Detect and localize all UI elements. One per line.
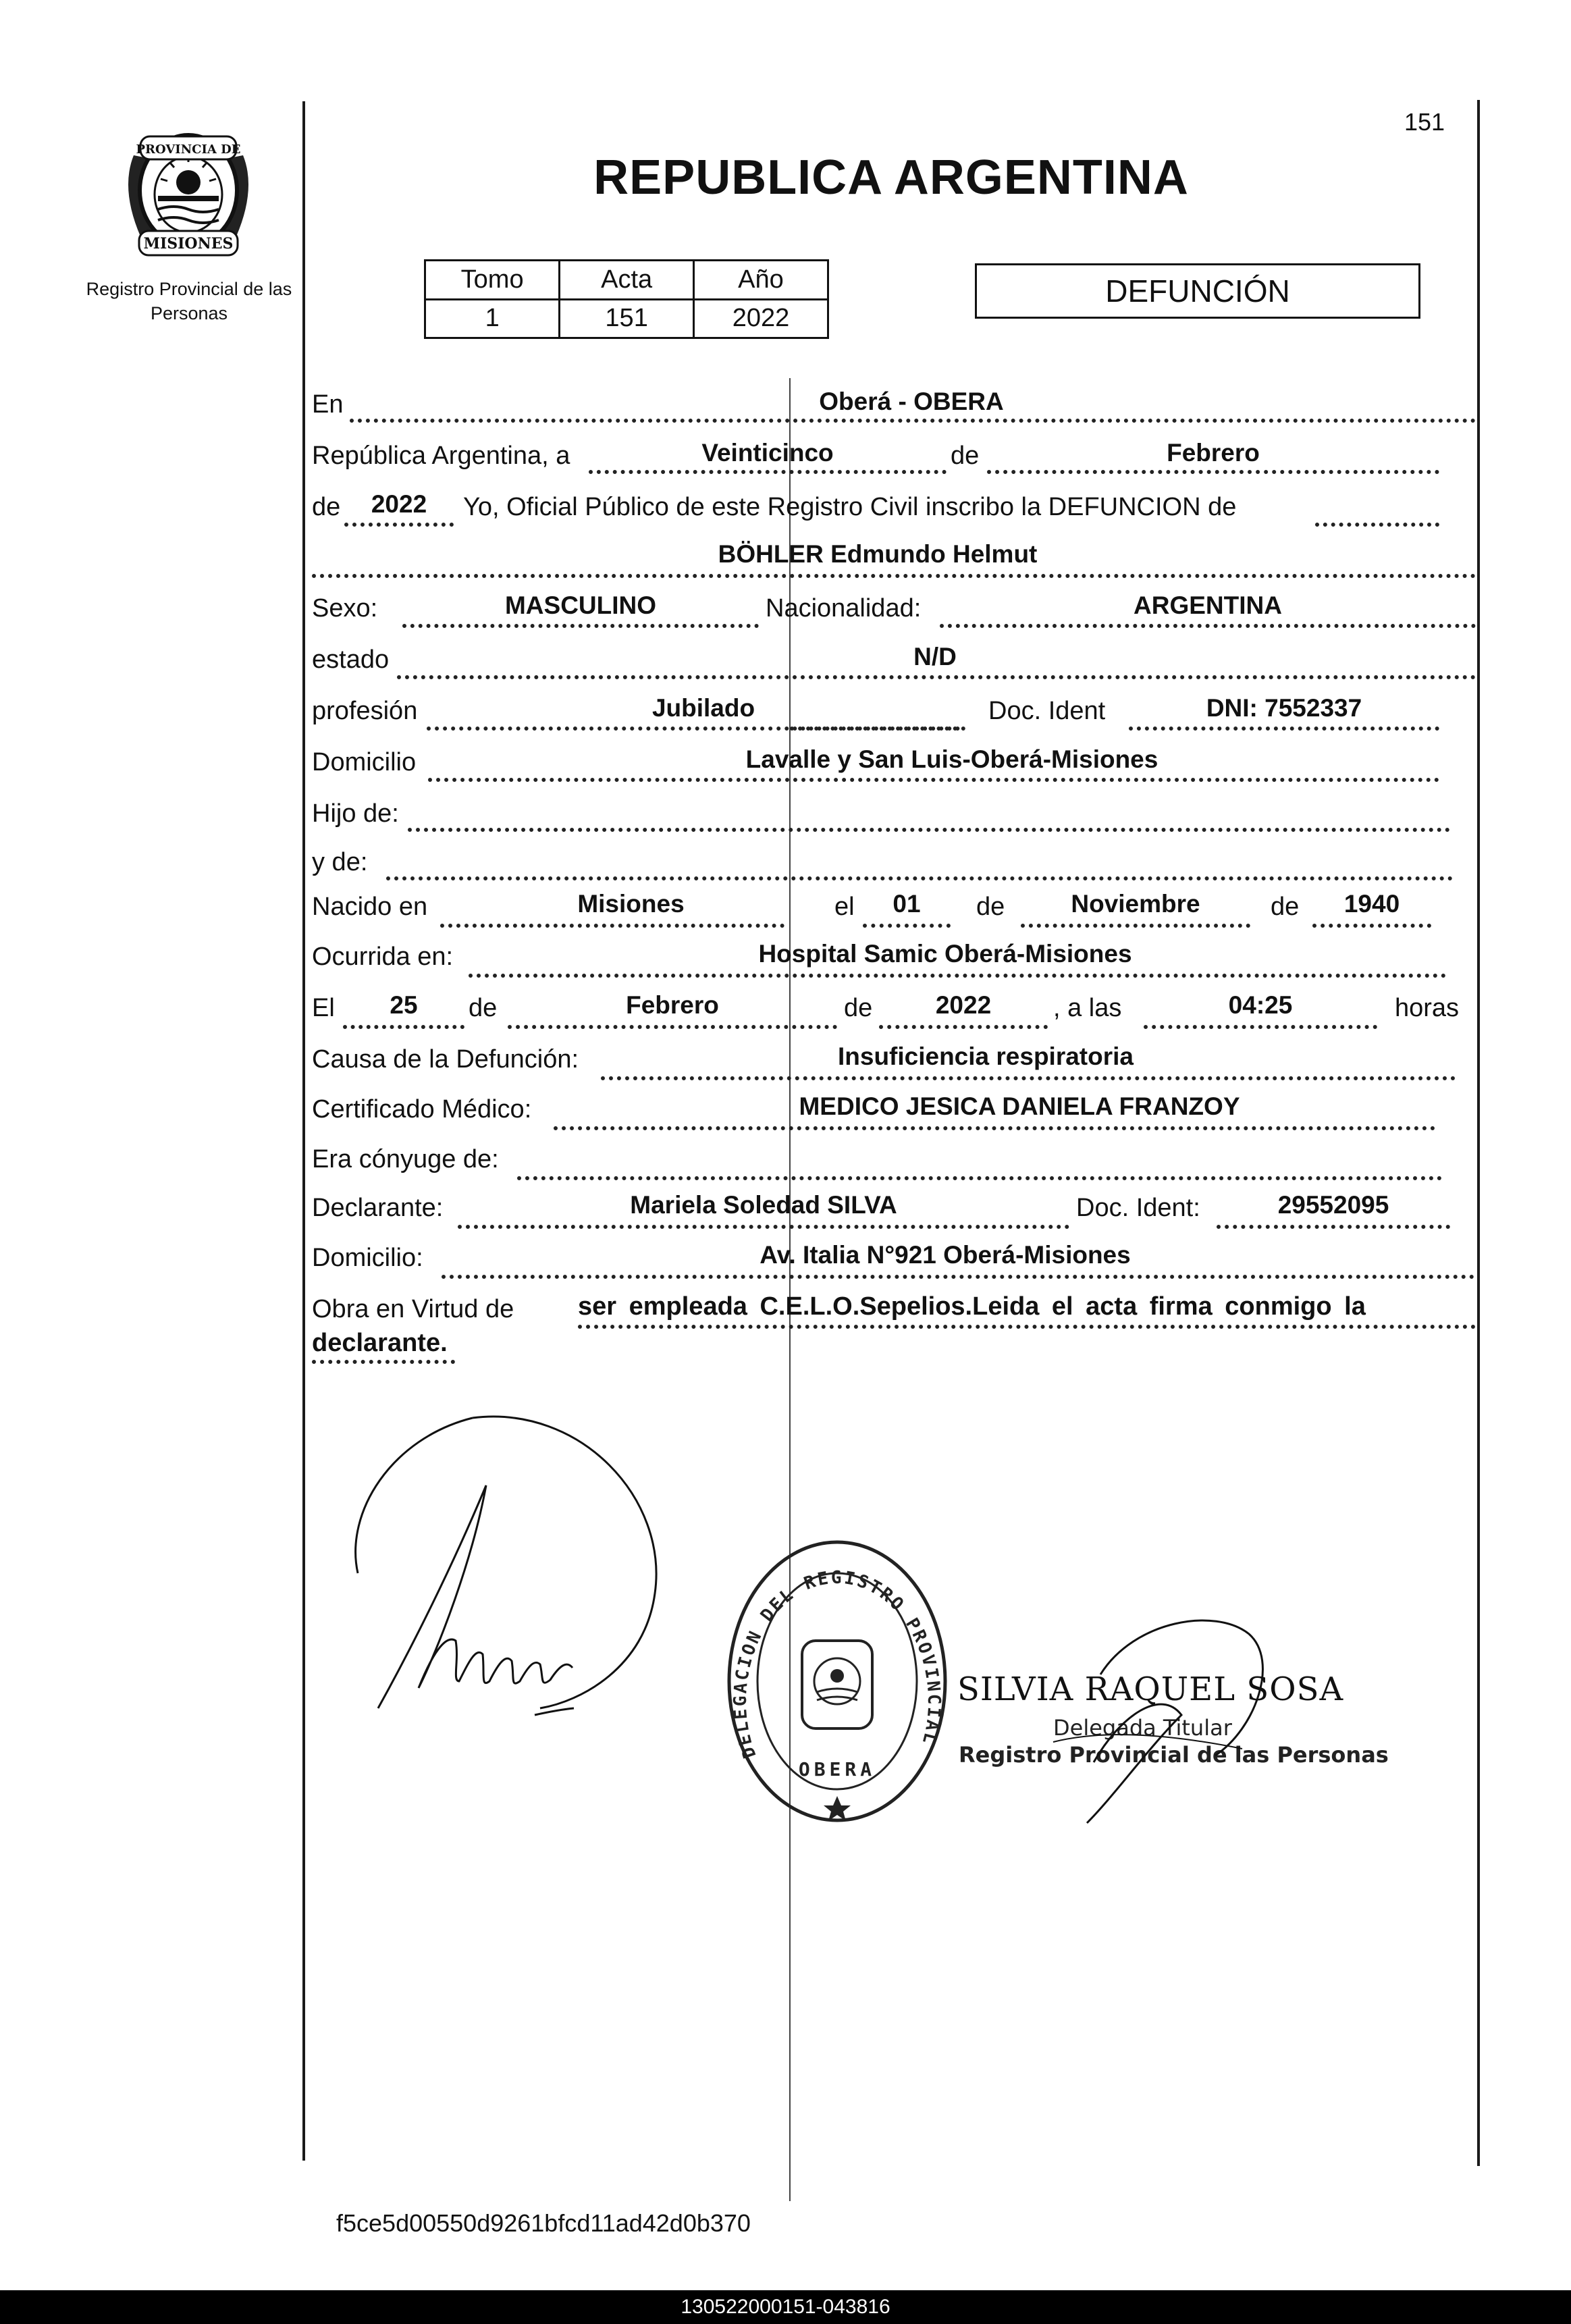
de-label: de [844,994,873,1022]
profesion-value: Jubilado [651,694,755,722]
nacionalidad-value: ARGENTINA [1134,591,1282,619]
y-de-label: y de: [312,848,368,876]
sexo-value: MASCULINO [504,591,657,619]
official-stamp [716,1519,959,1833]
nacionalidad-label: Nacionalidad: [766,594,922,623]
domicilio-label: Domicilio [312,748,417,776]
dotted-line [589,470,947,474]
officer-signature [1013,1593,1296,1840]
dotted-line [312,574,1476,578]
svg-text:OBERA: OBERA [798,1758,876,1780]
tomo-header: Tomo [425,261,560,300]
document-type-box: DEFUNCIÓN [975,263,1420,319]
obra-label: Obra en Virtud de [312,1295,514,1323]
certificado-value: MEDICO JESICA DANIELA FRANZOY [799,1092,1240,1120]
document-hash: f5ce5d00550d9261bfcd11ad42d0b370 [336,2209,751,2237]
dotted-line [440,924,784,928]
obra-text: ser empleada C.E.L.O.Sepelios.Leida el acta firma conmigo la [578,1292,1366,1321]
causa-value: Insuficiencia respiratoria [837,1042,1134,1070]
causa-label: Causa de la Defunción: [312,1045,579,1074]
tomo-acta-ano-table [424,259,829,339]
right-margin-line [1477,100,1480,2166]
de-label: de [469,994,498,1022]
ano-value: 2022 [693,299,828,338]
dotted-line [790,727,965,731]
a-las-label: , a las [1053,994,1122,1022]
declarante-domicilio-value: Av. Italia N°921 Oberá-Misiones [760,1241,1131,1269]
de-label: de [1271,893,1300,921]
el-label: el [834,893,855,921]
province-crest-logo [113,115,263,265]
dotted-line [508,1025,837,1029]
ocurrida-value: Hospital Samic Oberá-Misiones [758,940,1132,968]
nac-dia-value: 01 [893,890,921,918]
officer-org: Registro Provincial de las Personas [959,1742,1389,1768]
estado-value: N/D [913,643,957,670]
def-dia-value: 25 [390,991,418,1019]
estado-label: estado [312,645,390,674]
dotted-line [458,1225,1069,1229]
dotted-line [1129,727,1439,731]
dotted-line [428,778,1439,782]
dotted-line [1217,1225,1450,1229]
hijo-label: Hijo de: [312,799,399,828]
dotted-line [863,924,951,928]
dotted-line [344,523,454,527]
dotted-line [469,974,1446,978]
mes-texto-value: Febrero [1167,439,1260,467]
anio-value: 2022 [371,490,427,518]
dotted-line [554,1126,1435,1130]
dotted-line [442,1275,1474,1279]
de-label: de [312,493,341,521]
sexo-label: Sexo: [312,594,378,623]
domicilio-value: Lavalle y San Luis-Oberá-Misiones [745,745,1159,773]
dotted-line [940,624,1476,628]
certificado-label: Certificado Médico: [312,1095,532,1124]
doc2-label: Doc. Ident: [1076,1194,1200,1222]
lugar-value: Oberá - OBERA [819,388,1004,415]
republica-label: República Argentina, a [312,442,570,470]
declarante-label: Declarante: [312,1194,444,1222]
nacido-label: Nacido en [312,893,428,921]
dotted-line [1021,924,1250,928]
de-label: de [976,893,1005,921]
page-number: 151 [1404,108,1445,136]
dotted-line [1312,924,1431,928]
left-margin-line [302,101,305,2161]
declarante-signature [338,1391,675,1745]
nac-anio-value: 1940 [1343,890,1400,918]
acta-header: Acta [560,261,694,300]
nacido-en-value: Misiones [577,890,685,918]
tomo-value: 1 [425,299,560,338]
dotted-line [312,1360,455,1364]
dotted-line [601,1076,1456,1080]
dotted-line [343,1025,464,1029]
dotted-line [408,828,1450,832]
svg-text:DELEGACION DEL REGISTRO PROVIN: DELEGACION DEL REGISTRO PROVINCIAL [730,1567,944,1761]
page-title: REPUBLICA ARGENTINA [593,151,1189,205]
domicilio2-label: Domicilio: [312,1244,423,1272]
dotted-line [1315,523,1439,527]
horas-label: horas [1395,994,1460,1022]
dotted-line [386,876,1453,880]
dotted-line [578,1325,1476,1329]
declarante-value: Mariela Soledad SILVA [630,1191,897,1219]
dotted-line [879,1025,1048,1029]
profesion-label: profesión [312,697,418,725]
dotted-line [517,1176,1442,1180]
de-label: de [951,442,980,470]
dotted-line [1144,1025,1377,1029]
doc-ident-value: DNI: 7552337 [1206,694,1362,722]
svg-text:MISIONES: MISIONES [143,235,234,253]
ocurrida-label: Ocurrida en: [312,943,454,971]
nombre-value: BÖHLER Edmundo Helmut [718,540,1038,568]
def-mes-value: Febrero [626,991,719,1019]
fold-line [789,378,791,2201]
def-anio-value: 2022 [935,991,992,1019]
svg-text:PROVINCIA DE: PROVINCIA DE [136,142,241,157]
dia-texto-value: Veinticinco [701,439,834,467]
dotted-line [987,470,1439,474]
oficial-text: Yo, Oficial Público de este Registro Civil inscribo la DEFUNCION de [463,493,1237,521]
def-hora-value: 04:25 [1228,991,1293,1019]
dotted-line [350,419,1476,423]
conyuge-label: Era cónyuge de: [312,1145,499,1173]
ano-header: Año [693,261,828,300]
dotted-line [402,624,759,628]
en-label: En [312,390,344,419]
nac-mes-value: Noviembre [1071,890,1200,918]
officer-role: Delegada Titular [1053,1715,1232,1741]
doc-ident-label: Doc. Ident [988,697,1106,725]
declarante-doc-value: 29552095 [1277,1191,1389,1219]
registro-label: Registro Provincial de las Personas [86,279,292,323]
acta-value: 151 [560,299,694,338]
footer-code-bar: 130522000151-043816 [0,2290,1571,2324]
el-cap-label: El [312,994,335,1022]
dotted-line [397,675,1476,679]
obra-text-2: declarante. [312,1329,448,1357]
officer-name: SILVIA RAQUEL SOSA [957,1670,1344,1708]
